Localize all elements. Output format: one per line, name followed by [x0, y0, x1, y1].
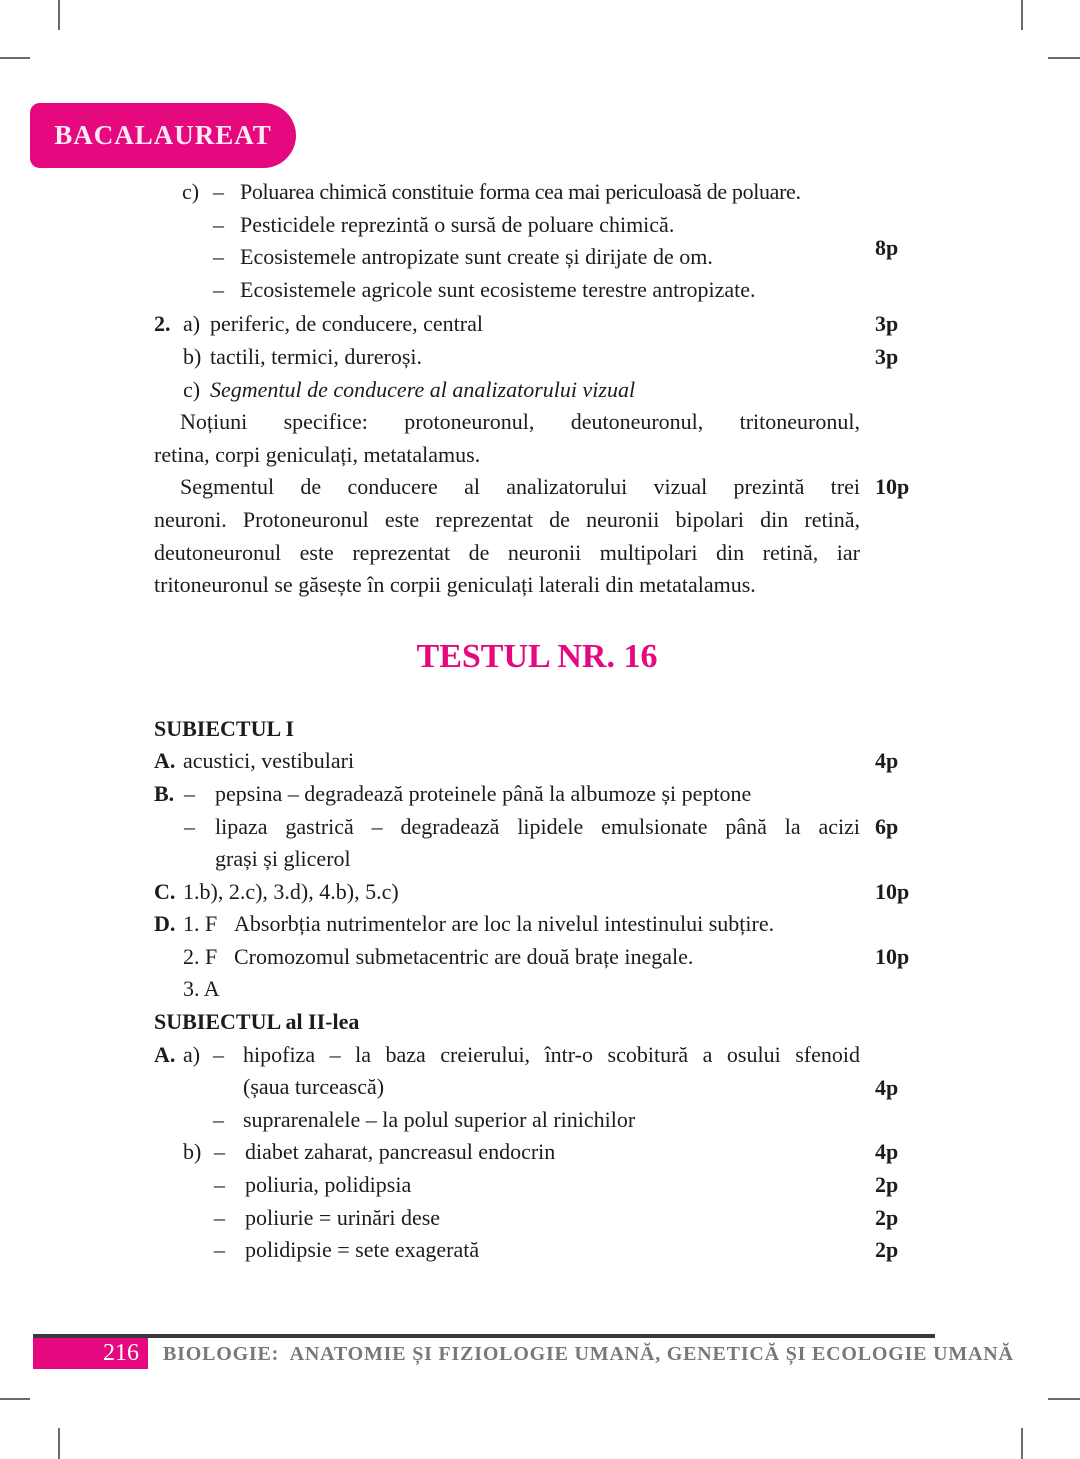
crop-mark-top-left-vertical [58, 0, 60, 30]
item-label: A. [154, 1041, 176, 1067]
crop-mark-top-right-horizontal [1048, 57, 1080, 59]
points-badge: 8p [875, 235, 899, 260]
points-badge: 10p [875, 474, 910, 500]
answer-text: suprarenalele – la polul superior al rinichilor [243, 1106, 636, 1132]
answer-paragraph [154, 471, 910, 601]
item-label: c) [183, 376, 201, 402]
paragraph-line: retina, corpi geniculați, metatalamus. [154, 441, 481, 467]
points-badge: 3p [875, 311, 899, 337]
dash-bullet: – [213, 276, 224, 302]
answer-text: Pesticidele reprezintă o sursă de poluare chimică. [240, 211, 675, 237]
chapter-badge [30, 103, 296, 168]
answer-line [154, 908, 860, 941]
answer-line [154, 941, 860, 974]
sub-item-number: 2. F [183, 943, 218, 969]
test-title: TESTUL NR. 16 [416, 637, 658, 675]
answer-line [154, 1169, 899, 1202]
dash-bullet: – [213, 1041, 224, 1067]
answer-line: grași și glicerol [215, 846, 351, 872]
points-badge: 2p [875, 1237, 899, 1263]
item-label: B. [154, 780, 175, 806]
section-heading-subiectul-1: SUBIECTUL I [154, 715, 295, 741]
answer-line [154, 811, 860, 844]
item-label: b) [183, 343, 202, 369]
answer-line [154, 1202, 899, 1235]
answer-text: Absorbția nutrimentelor are loc la nivelul intestinului subțire. [234, 911, 775, 937]
points-badge: 3p [875, 343, 899, 369]
dash-bullet: – [213, 1106, 224, 1132]
answer-text: poliurie = urinări dese [245, 1204, 441, 1230]
answer-line [154, 176, 860, 209]
paragraph-line: deutoneuronul este reprezentat de neuronii multipolari din retină, iar [154, 539, 860, 565]
item-label: C. [154, 878, 176, 904]
answer-line [154, 274, 860, 307]
answer-line [154, 1234, 899, 1267]
answer-text: periferic, de conducere, central [210, 311, 483, 337]
answer-text: Poluarea chimică constituie forma cea mai periculoasă de poluare. [240, 179, 801, 204]
answer-block-b [154, 778, 899, 876]
sub-item-label: a) [183, 1041, 201, 1067]
points-badge: 10p [875, 944, 910, 970]
points-badge: 4p [875, 1074, 899, 1100]
answer-text: lipaza gastrică – degradează lipidele emulsionate până la acizi [215, 813, 860, 839]
crop-mark-bottom-right-vertical [1021, 1428, 1023, 1459]
answer-line [154, 241, 860, 274]
dash-bullet: – [214, 1172, 225, 1198]
dash-bullet: – [214, 1139, 225, 1165]
answer-block-a2 [154, 1039, 899, 1137]
page-content [154, 176, 920, 1267]
answer-line: (șaua turcească) [243, 1074, 385, 1100]
page-number-badge: 216 [33, 1338, 148, 1369]
answer-line [154, 308, 899, 341]
answer-text-italic: Segmentul de conducere al analizatorului vizual [210, 376, 636, 402]
answer-line [154, 209, 860, 242]
points-badge: 10p [875, 878, 910, 904]
paragraph-line: Segmentul de conducere al analizatorului vizual prezintă trei [180, 474, 860, 500]
answer-line [154, 374, 860, 407]
dash-bullet: – [214, 1204, 225, 1230]
points-badge: 2p [875, 1204, 899, 1230]
dash-bullet: – [213, 244, 224, 270]
crop-mark-bottom-left-horizontal [0, 1398, 30, 1400]
item-label: a) [183, 311, 201, 337]
answer-text: 1.b), 2.c), 3.d), 4.b), 5.c) [183, 878, 399, 904]
answer-text: pepsina – degradează proteinele până la albumoze și peptone [215, 780, 752, 806]
answer-line [154, 1136, 899, 1169]
item-label: D. [154, 911, 176, 937]
points-badge: 6p [875, 813, 899, 839]
answer-line [154, 1039, 860, 1072]
crop-mark-bottom-left-vertical [58, 1428, 60, 1459]
dash-bullet: – [214, 1237, 225, 1263]
answer-line [154, 745, 899, 778]
dash-bullet: – [213, 211, 224, 237]
answer-line [154, 778, 860, 811]
answer-text: tactili, termici, dureroși. [210, 343, 422, 369]
answer-block-d [154, 908, 910, 1006]
answer-text: Ecosistemele agricole sunt ecosisteme terestre antropizate. [240, 276, 756, 302]
dash-bullet: – [184, 813, 195, 839]
section-heading-subiectul-2: SUBIECTUL al II-lea [154, 1009, 360, 1035]
answer-text: Cromozomul submetacentric are două brațe inegale. [234, 943, 694, 969]
answer-text: diabet zaharat, pancreasul endocrin [245, 1139, 556, 1165]
crop-mark-top-right-vertical [1021, 0, 1023, 30]
footer-book-title: BIOLOGIE: ANATOMIE ȘI FIZIOLOGIE UMANĂ, GENETICĂ ȘI ECOLOGIE UMANĂ [163, 1343, 1014, 1365]
answer-text: acustici, vestibulari [183, 748, 355, 774]
item-label: A. [154, 748, 176, 774]
chapter-badge-label: BACALAUREAT [54, 120, 272, 150]
answer-line: 3. A [183, 976, 220, 1002]
item-label: c) [182, 179, 200, 204]
points-badge: 4p [875, 1139, 899, 1165]
answer-text: polidipsie = sete exagerată [245, 1237, 480, 1263]
points-badge: 2p [875, 1172, 899, 1198]
sub-item-number: 1. F [183, 911, 218, 937]
answer-text: poliuria, polidipsia [245, 1172, 412, 1198]
paragraph-line: Noțiuni specifice: protoneuronul, deutoneuronul, tritoneuronul, [180, 409, 860, 435]
answer-line [154, 341, 899, 374]
dash-bullet: – [213, 179, 224, 204]
answer-text: Ecosistemele antropizate sunt create și dirijate de om. [240, 244, 713, 270]
answer-line [154, 1104, 860, 1137]
paragraph-line: tritoneuronul se găsește în corpii geniculați laterali din metatalamus. [154, 572, 756, 598]
dash-bullet: – [184, 780, 195, 806]
answer-block-c [154, 176, 899, 306]
paragraph-line: neuroni. Protoneuronul este reprezentat de neuronii bipolari din retină, [154, 506, 860, 532]
crop-mark-top-left-horizontal [0, 57, 30, 59]
crop-mark-bottom-right-horizontal [1048, 1398, 1080, 1400]
answer-text: hipofiza – la baza creierului, într-o scobitură a osului sfenoid [243, 1041, 860, 1067]
points-badge: 4p [875, 748, 899, 774]
item-label: b) [183, 1139, 202, 1165]
answer-line [154, 876, 910, 909]
question-number: 2. [154, 311, 171, 337]
